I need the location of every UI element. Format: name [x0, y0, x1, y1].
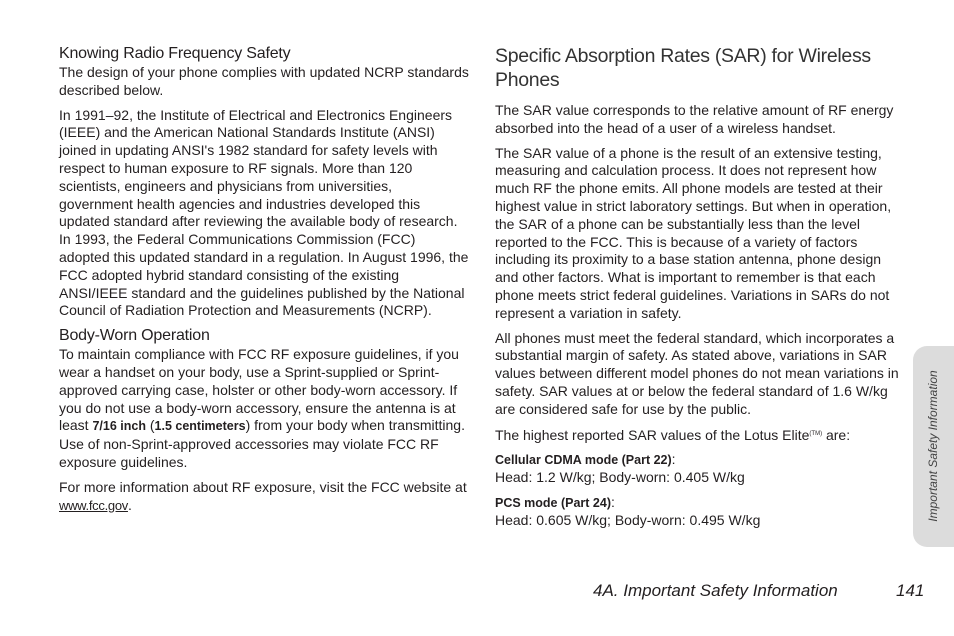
section-side-tab [913, 346, 954, 547]
sar-heading: Specific Absorption Rates (SAR) for Wireless Phones [495, 45, 871, 91]
pcs-mode-colon: : [611, 493, 615, 510]
body-worn-text-c: ( [145, 417, 155, 434]
cellular-mode-values: Head: 1.2 W/kg; Body-worn: 0.405 W/kg [495, 469, 745, 486]
left-column [59, 44, 469, 514]
fcc-info-end: . [127, 496, 132, 513]
cellular-mode-block [495, 451, 907, 487]
trademark-mark: (TM) [809, 430, 823, 437]
fcc-info-paragraph [59, 479, 469, 515]
body-worn-text-a: To maintain compliance with FCC RF exposure guidelines, if you wear a handset on your body, use a Sprint-supplied or Sprint-approved carrying case, holster or other body-worn accessory. If you do not use a body-worn accessory, ensure the antenna is at least [59, 346, 459, 434]
rf-safety-heading: Knowing Radio Frequency Safety [59, 45, 291, 62]
distance-inch: 7/16 inch [92, 419, 146, 434]
footer-section-title: 4A. Important Safety Information [593, 581, 838, 600]
rf-intro-paragraph: The design of your phone complies with updated NCRP standards described below. [59, 64, 469, 98]
side-tab-label: Important Safety Information [926, 370, 940, 522]
reported-values-text: The highest reported SAR values of the Lotus Elite [495, 426, 810, 443]
distance-cm: 1.5 centimeters [154, 419, 246, 434]
pcs-mode-label: PCS mode (Part 24) [495, 495, 612, 510]
body-worn-paragraph [59, 346, 469, 472]
reported-values-paragraph [495, 426, 907, 445]
body-worn-text-d: ) from your body when transmitting. Use of non-Sprint-approved accessories may violate FCC RF exposure guidelines. [59, 417, 465, 470]
sar-definition-paragraph: The SAR value corresponds to the relative amount of RF energy absorbed into the head of a user of a wireless handset. [495, 102, 894, 136]
cellular-mode-label: Cellular CDMA mode (Part 22) [495, 453, 672, 468]
page-number: 141 [896, 581, 925, 600]
sar-testing-paragraph: The SAR value of a phone is the result of an extensive testing, measuring and calculation process. It does not represent how much RF the phone emits. All phone models are tested at their highest value in strict laboratory settings. But when in operation, the SAR of a phone can be substantially less than the level reported to the FCC. This is because of a variety of factors including its proximity to a base station antenna, phone design and other factors. What is important to remember is that each phone meets strict federal guidelines. Variations in SARs do not represent a variation in safety. [495, 144, 892, 321]
cellular-mode-colon: : [671, 451, 676, 468]
federal-standard-paragraph: All phones must meet the federal standard, which incorporates a substantial margin of safety. As stated above, variations in SAR values between different model phones do not mean variations in safety. SAR values at or below the federal standard of 1.6 W/kg are considered safe for use by the public. [495, 329, 899, 417]
pcs-mode-block [495, 494, 907, 530]
body-worn-heading: Body-Worn Operation [59, 327, 210, 345]
rf-history-paragraph: In 1991–92, the Institute of Electrical and Electronics Engineers (IEEE) and the American National Standards Institute (ANSI) joined in updating ANSI's 1982 standard for safety levels with respect to human exposure to RF signals. More than 120 scientists, engineers and physicians from universities, government health agencies and industries developed this updated standard after reviewing the available body of research. In 1993, the Federal Communications Commission (FCC) adopted this updated standard in a regulation. In August 1996, the FCC adopted hybrid standard consisting of the existing ANSI/IEEE standard and the guidelines published by the National Council of Radiation Protection and Measurements (NCRP). [59, 106, 469, 319]
pcs-mode-values: Head: 0.605 W/kg; Body-worn: 0.495 W/kg [495, 511, 761, 528]
fcc-info-text: For more information about RF exposure, visit the FCC website at [59, 478, 467, 495]
reported-values-end: are: [822, 426, 851, 443]
right-column [495, 44, 907, 530]
fcc-website-link[interactable]: www.fcc.gov [59, 497, 128, 513]
